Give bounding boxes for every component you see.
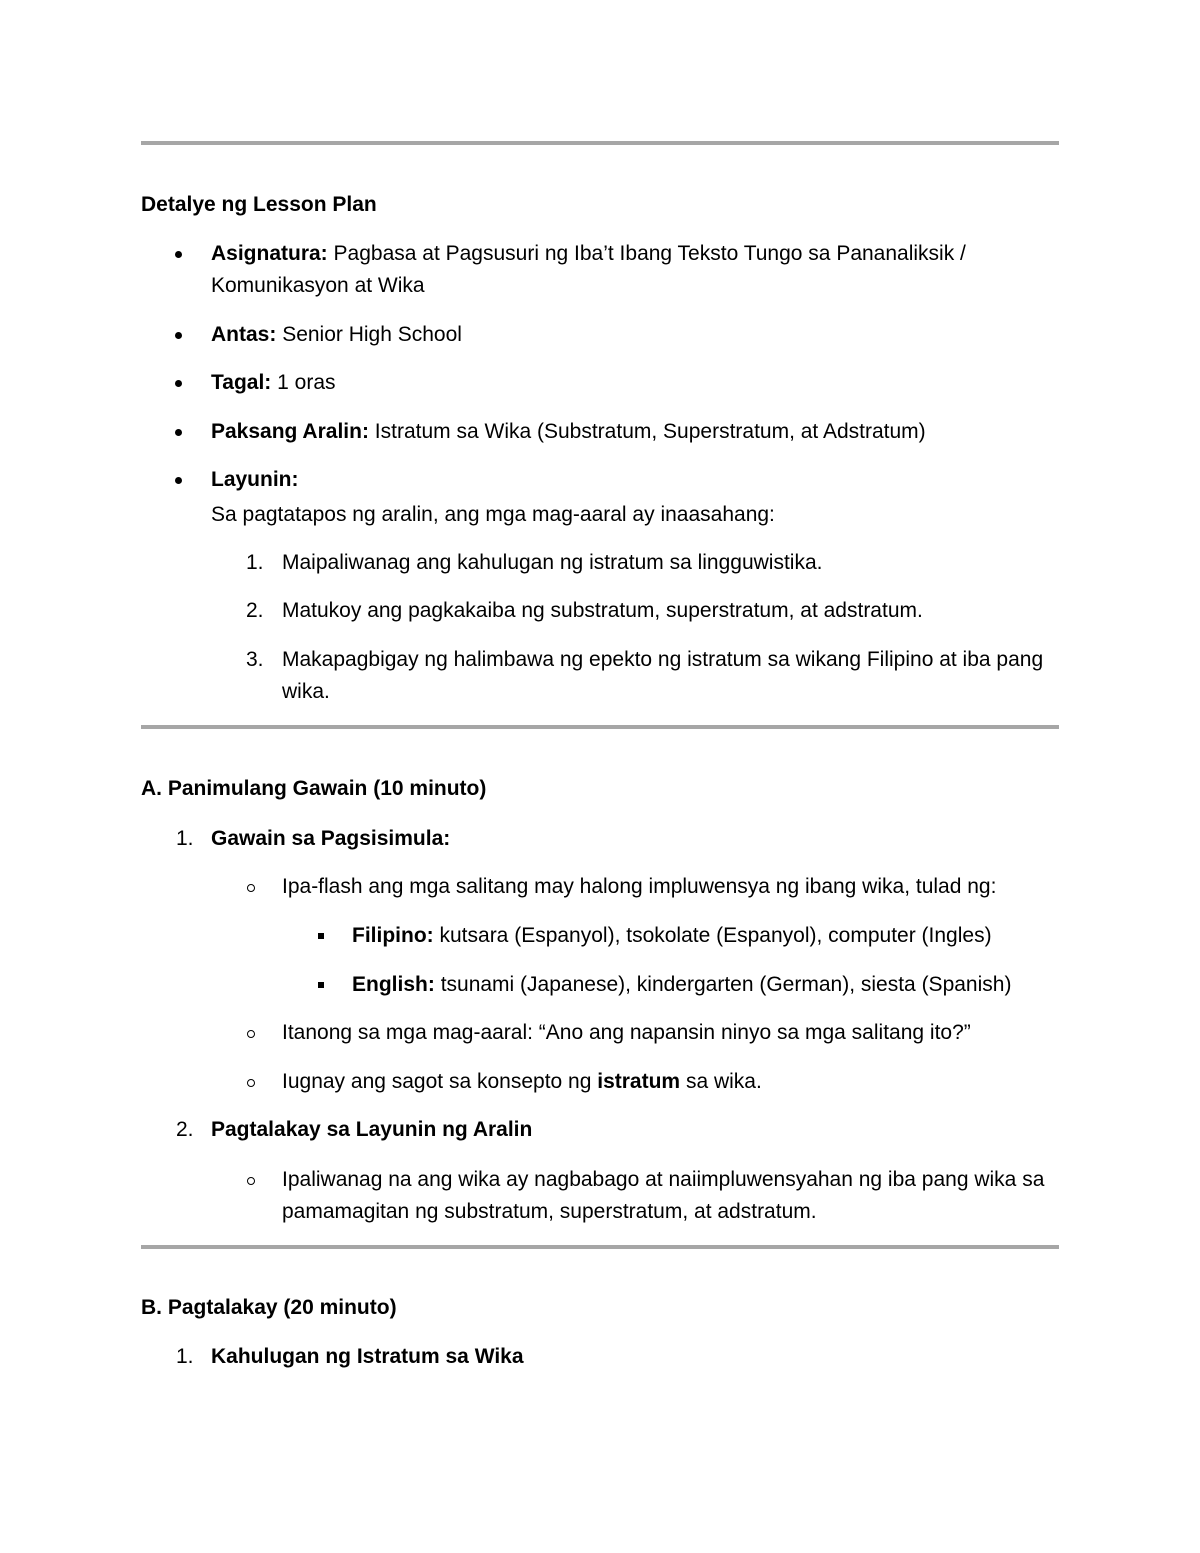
bullet-dot-icon: [175, 332, 182, 339]
layunin-item-num: 1.: [246, 551, 264, 574]
antas-label: Antas:: [211, 323, 277, 346]
sub3-bold: istratum: [597, 1070, 681, 1093]
filipino-text: kutsara (Espanyol), tsokolate (Espanyol), computer (Ingles): [439, 924, 992, 947]
english-text: tsunami (Japanese), kindergarten (German), siesta (Spanish): [440, 973, 1012, 996]
filipino-label: Filipino:: [352, 924, 434, 947]
english-label: English:: [352, 973, 435, 996]
section-a-item2-sub1: Ipaliwanag na ang wika ay nagbabago at naiimpluwensyahan ng iba pang wika sa: [282, 1168, 1045, 1191]
section-a-item1-sub3: [282, 1068, 762, 1096]
section-b-item1-num: 1.: [176, 1345, 194, 1368]
bullet-dot-icon: [175, 477, 182, 484]
asignatura-value: Pagbasa at Pagsusuri ng Iba’t Ibang Teksto Tungo sa Pananaliksik /: [333, 242, 966, 265]
divider-top: [141, 141, 1059, 145]
tagal-line: [211, 369, 336, 397]
section-a-item1-label: Gawain sa Pagsisimula:: [211, 827, 451, 850]
paksa-line: [211, 418, 926, 446]
layunin-label: Layunin:: [211, 468, 299, 491]
bullet-circle-icon: [247, 884, 255, 892]
antas-value: Senior High School: [282, 323, 462, 346]
layunin-item-text-cont: wika.: [282, 680, 330, 703]
layunin-item-text: Makapagbigay ng halimbawa ng epekto ng istratum sa wikang Filipino at iba pang: [282, 648, 1044, 671]
paksa-value: Istratum sa Wika (Substratum, Superstratum, at Adstratum): [374, 420, 926, 443]
paksa-label: Paksang Aralin:: [211, 420, 369, 443]
section-a-item2-label: Pagtalakay sa Layunin ng Aralin: [211, 1118, 533, 1141]
bullet-dot-icon: [175, 429, 182, 436]
layunin-item-num: 2.: [246, 599, 264, 622]
section-a-item1-sub1: Ipa-flash ang mga salitang may halong impluwensya ng ibang wika, tulad ng:: [282, 875, 997, 898]
layunin-intro: Sa pagtatapos ng aralin, ang mga mag-aaral ay inaasahang:: [211, 503, 775, 526]
layunin-item-text: Matukoy ang pagkakaiba ng substratum, superstratum, at adstratum.: [282, 599, 923, 622]
asignatura-line: [211, 240, 966, 268]
bullet-square-icon: [318, 933, 324, 939]
divider-after-details: [141, 725, 1059, 729]
english-line: [352, 971, 1011, 999]
details-heading: Detalye ng Lesson Plan: [141, 193, 377, 216]
asignatura-value-cont: Komunikasyon at Wika: [211, 274, 425, 297]
tagal-value: 1 oras: [277, 371, 336, 394]
tagal-label: Tagal:: [211, 371, 272, 394]
bullet-circle-icon: [247, 1030, 255, 1038]
section-a-item1-sub2: Itanong sa mga mag-aaral: “Ano ang napansin ninyo sa mga salitang ito?”: [282, 1021, 971, 1044]
section-b-heading: B. Pagtalakay (20 minuto): [141, 1296, 397, 1319]
bullet-square-icon: [318, 982, 324, 988]
section-a-item1-num: 1.: [176, 827, 194, 850]
bullet-dot-icon: [175, 251, 182, 258]
divider-after-section-a: [141, 1245, 1059, 1249]
section-a-item2-sub1-cont: pamamagitan ng substratum, superstratum, at adstratum.: [282, 1200, 817, 1223]
bullet-circle-icon: [247, 1177, 255, 1185]
bullet-circle-icon: [247, 1079, 255, 1087]
layunin-item-num: 3.: [246, 648, 264, 671]
sub3-pre: Iugnay ang sagot sa konsepto ng: [282, 1070, 592, 1093]
layunin-item-text: Maipaliwanag ang kahulugan ng istratum sa lingguwistika.: [282, 551, 823, 574]
sub3-post: sa wika.: [685, 1070, 762, 1093]
bullet-dot-icon: [175, 380, 182, 387]
asignatura-label: Asignatura:: [211, 242, 328, 265]
filipino-line: [352, 922, 992, 950]
section-b-item1-label: Kahulugan ng Istratum sa Wika: [211, 1345, 524, 1368]
antas-line: [211, 321, 462, 349]
section-a-item2-num: 2.: [176, 1118, 194, 1141]
section-a-heading: A. Panimulang Gawain (10 minuto): [141, 777, 487, 800]
